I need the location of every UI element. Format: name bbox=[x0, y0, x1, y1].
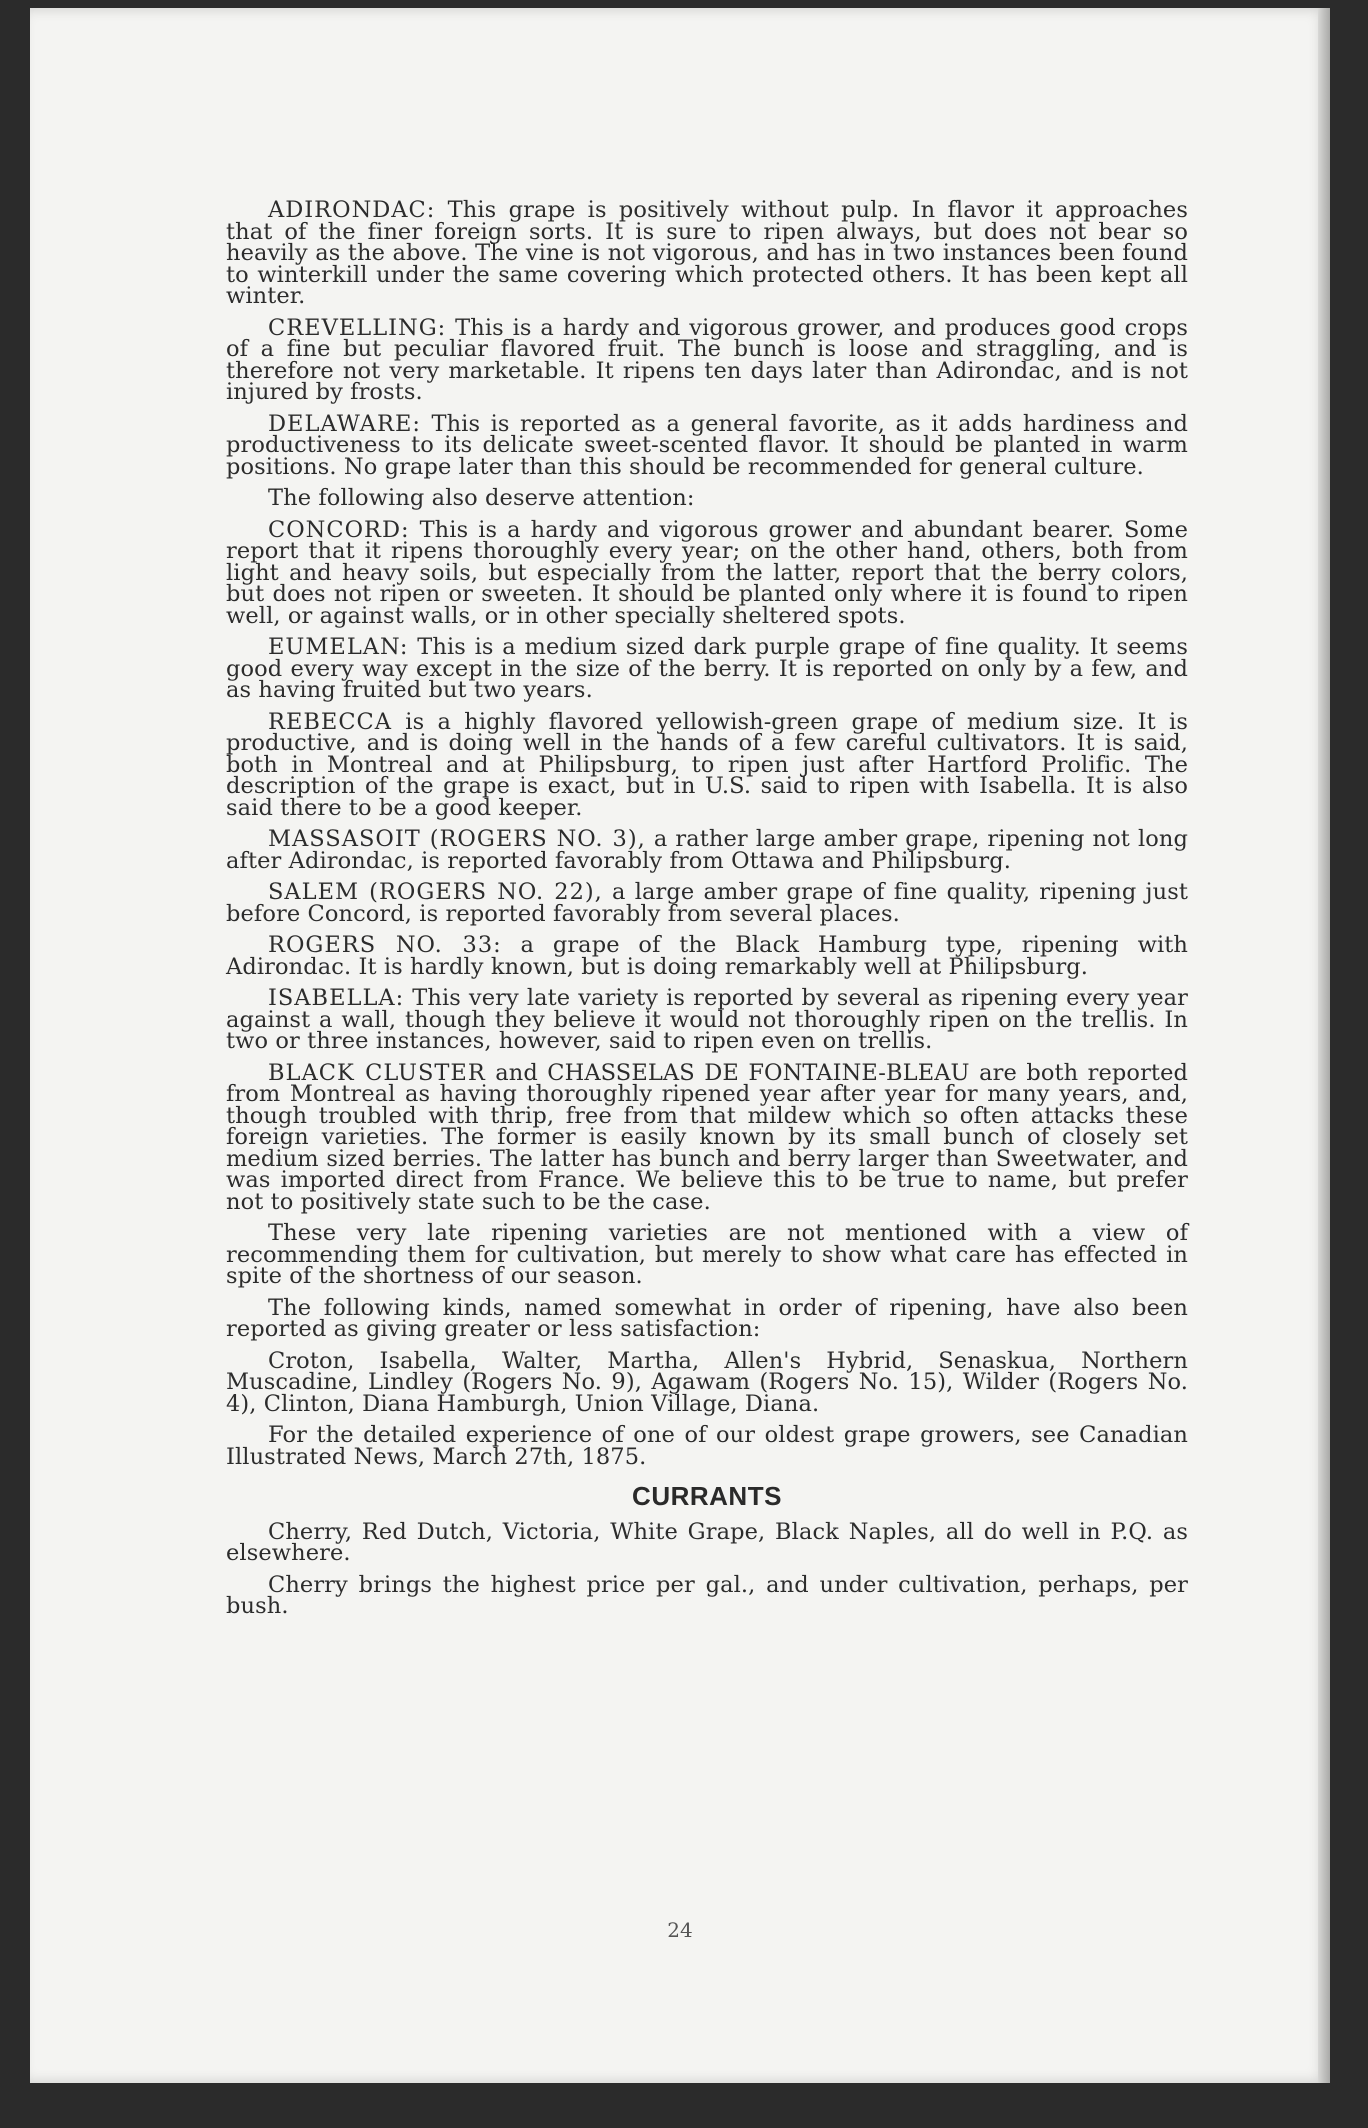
page-content bbox=[226, 197, 1188, 1628]
paragraph bbox=[226, 1347, 1188, 1417]
paragraph-text: For the detailed experience of one of our oldest grape growers, see Canadian Illustrated News, March 27th, 1875. bbox=[226, 1422, 1188, 1470]
paragraph-text: This is a medium sized dark purple grape of fine quality. It seems good every way except in the size of the berry. It is reported on only by a few, and as having fruited but two years. bbox=[226, 634, 1188, 703]
paragraph bbox=[226, 1571, 1188, 1619]
paragraph bbox=[226, 879, 1188, 927]
paragraph bbox=[226, 1422, 1188, 1470]
paragraph-text: This grape is positively without pulp. In flavor it approaches that of the finer foreign sorts. It is sure to ripen always, but does not bear so heavily as the above. The vine is not vigorous, and has in two instances been found to winterkill under the same covering which protected others. It has been kept all winter. bbox=[226, 197, 1188, 309]
paragraph bbox=[226, 985, 1188, 1054]
variety-name: REBECCA bbox=[268, 708, 393, 735]
book-page bbox=[30, 8, 1330, 2083]
paragraph bbox=[226, 634, 1188, 703]
paragraph bbox=[226, 410, 1188, 480]
paragraph-text: The following kinds, named somewhat in order of ripening, have also been reported as giving greater or less satisfaction: bbox=[226, 1294, 1188, 1342]
paragraph-text: Cherry brings the highest price per gal., and under cultivation, perhaps, per bush. bbox=[226, 1571, 1188, 1619]
page-number: 24 bbox=[667, 1918, 693, 1942]
variety-name: ISABELLA: bbox=[268, 985, 405, 1011]
paragraph-text: a rather large amber grape, ripening not long after Adirondac, is reported favorably from Ottawa and Philipsburg. bbox=[226, 826, 1188, 874]
paragraph-text: This is reported as a general favorite, as it adds hardiness and productiveness to its delicate sweet-scented flavor. It should be planted in warm positions. No grape later than this should be recommended for general culture. bbox=[226, 410, 1188, 480]
paragraph bbox=[226, 516, 1188, 629]
variety-name: CONCORD: bbox=[268, 516, 410, 543]
paragraph bbox=[226, 932, 1188, 980]
variety-name: SALEM (ROGERS NO. 22), bbox=[268, 879, 603, 905]
paragraph-text: These very late ripening varieties are not mentioned with a view of recommending them for cultivation, but merely to show what care has effected in spite of the shortness of our season. bbox=[226, 1220, 1188, 1289]
paragraph-text: and CHASSELAS DE FONTAINE-BLEAU are both reported from Montreal as having thoroughly ripened year after year for many years, and, though troubled with thrip, free from that mildew which so often attacks these foreign varieties. The former is easily known by its small bunch of closely set medium sized berries. The latter has bunch and berry larger than Sweetwater, and was imported direct from France. We believe this to be true to name, but prefer not to positively state such to be the case. bbox=[226, 1059, 1188, 1215]
variety-name: ADIRONDAC: bbox=[268, 197, 436, 223]
paragraph bbox=[226, 1059, 1188, 1215]
paragraph-text: is a highly flavored yellowish-green grape of medium size. It is productive, and is doing well in the hands of a few careful cultivators. It is said, both in Montreal and at Philipsburg, to ripen just after Hartford Prolific. The description of the grape is exact, but in U.S. said to ripen with Isabella. It is also said there to be a good keeper. bbox=[226, 708, 1188, 821]
grape-varieties-section bbox=[226, 197, 1188, 1470]
paragraph bbox=[226, 1220, 1188, 1289]
variety-name: ROGERS NO. 33: bbox=[268, 932, 502, 958]
paragraph bbox=[226, 197, 1188, 309]
variety-name: EUMELAN: bbox=[268, 634, 409, 660]
paragraph bbox=[226, 1518, 1188, 1566]
paragraph-text: a large amber grape of fine quality, ripening just before Concord, is reported favorably from several places. bbox=[226, 879, 1188, 927]
variety-name: CREVELLING: bbox=[268, 314, 447, 341]
variety-name: BLACK CLUSTER bbox=[268, 1059, 486, 1086]
currants-section bbox=[226, 1518, 1188, 1619]
variety-name: DELAWARE: bbox=[268, 410, 421, 437]
paragraph bbox=[226, 708, 1188, 821]
paragraph bbox=[226, 485, 1188, 511]
paragraph-text: This is a hardy and vigorous grower, and produces good crops of a fine but peculiar flavored fruit. The bunch is loose and straggling, and is therefore not very marketable. It ripens ten days later than Adirondac, and is not injured by frosts. bbox=[226, 314, 1188, 405]
currants-heading: CURRANTS bbox=[632, 1481, 782, 1511]
paragraph-text: a grape of the Black Hamburg type, ripening with Adirondac. It is hardly known, but is doing remarkably well at Philipsburg. bbox=[226, 932, 1188, 980]
paragraph bbox=[226, 1294, 1188, 1342]
paragraph-text: Croton, Isabella, Walter, Martha, Allen's Hybrid, Senaskua, Northern Muscadine, Lindley (Rogers No. 9), Agawam (Rogers No. 15), Wilder (Rogers No. 4), Clinton, Diana Hamburgh, Union Village, Diana. bbox=[226, 1347, 1188, 1417]
variety-name: MASSASOIT (ROGERS NO. 3), bbox=[268, 826, 646, 852]
page-edge bbox=[1318, 8, 1330, 2083]
paragraph bbox=[226, 826, 1188, 874]
paragraph-text: The following also deserve attention: bbox=[268, 485, 695, 511]
paragraph-text: This very late variety is reported by several as ripening every year against a wall, though they believe it would not thoroughly ripen on the trellis. In two or three instances, however, said to ripen even on trellis. bbox=[226, 985, 1188, 1054]
paragraph bbox=[226, 314, 1188, 405]
paragraph-text: Cherry, Red Dutch, Victoria, White Grape, Black Naples, all do well in P.Q. as elsewhere. bbox=[226, 1518, 1188, 1566]
paragraph-text: This is a hardy and vigorous grower and abundant bearer. Some report that it ripens thoroughly every year; on the other hand, others, both from light and heavy soils, but especially from the latter, report that the berry colors, but does not ripen or sweeten. It should be planted only where it is found to ripen well, or against walls, or in other specially sheltered spots. bbox=[226, 516, 1188, 629]
